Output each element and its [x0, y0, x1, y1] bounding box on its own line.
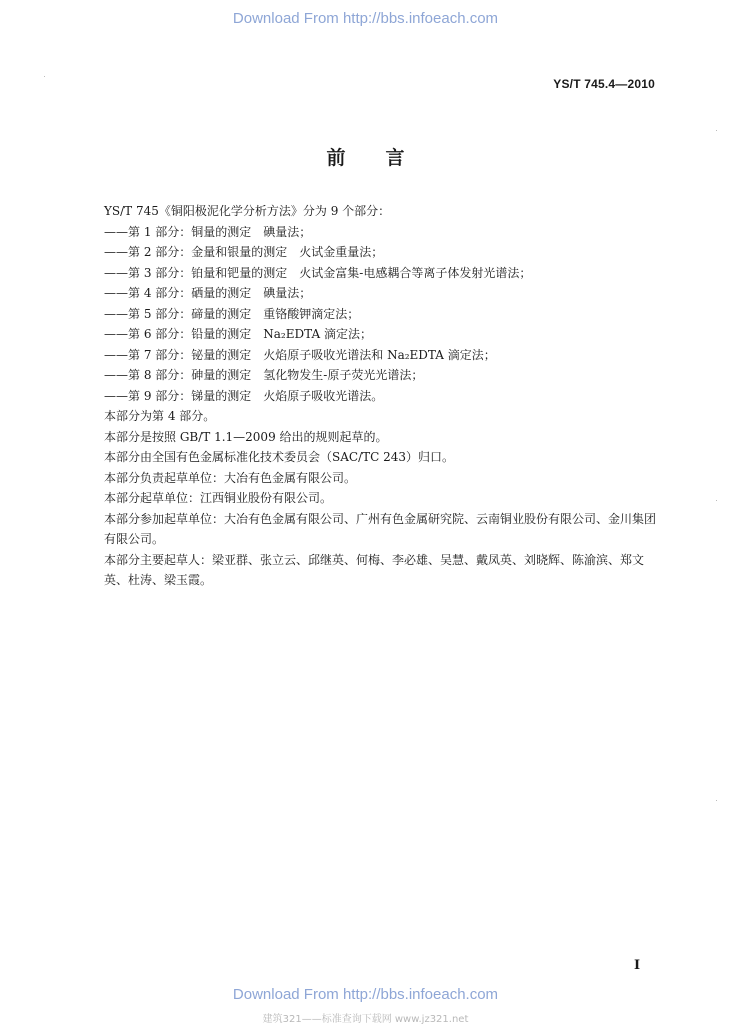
parts-list	[80, 222, 662, 407]
intro-line: YS/T 745《铜阳极泥化学分析方法》分为 9 个部分：	[104, 204, 391, 218]
part-item-5: ——第 5 部分：碲量的测定 重铬酸钾滴定法；	[104, 306, 360, 321]
part-item-1: ——第 1 部分：铜量的测定 碘量法；	[104, 224, 312, 239]
paragraph-part-number: 本部分为第 4 部分。	[104, 409, 216, 423]
scan-speck	[716, 130, 717, 131]
paragraph-main-drafters: 本部分主要起草人：梁亚群、张立云、邱继英、何梅、李必雄、吴慧、戴凤英、刘晓辉、陈渝滨、郑文英、杜涛、梁玉霞。	[104, 552, 645, 587]
page-title: 前言	[326, 147, 445, 169]
paragraph-responsible-unit: 本部分负责起草单位：大冶有色金属有限公司。	[104, 470, 357, 485]
paragraph-drafting-rules: 本部分是按照 GB/T 1.1—2009 给出的规则起草的。	[104, 429, 388, 444]
watermark-top: Download From http://bbs.infoeach.com	[232, 10, 499, 27]
document-body	[80, 201, 662, 591]
part-item-3: ——第 3 部分：铂量和钯量的测定 火试金富集-电感耦合等离子体发射光谱法；	[104, 265, 532, 280]
paragraph-drafting-unit: 本部分起草单位：江西铜业股份有限公司。	[104, 491, 333, 505]
scan-speck	[716, 500, 717, 501]
standard-number: YS/T 745.4—2010	[553, 77, 655, 91]
paragraph-participating-units: 本部分参加起草单位：大冶有色金属有限公司、广州有色金属研究院、云南铜业股份有限公司、金川集团有限公司。	[104, 511, 657, 546]
part-item-6: ——第 6 部分：铅量的测定 Na₂EDTA 滴定法；	[104, 327, 372, 341]
part-item-9: ——第 9 部分：锑量的测定 火焰原子吸收光谱法。	[104, 388, 384, 403]
page-number: I	[634, 958, 641, 973]
watermark-bottom: Download From http://bbs.infoeach.com	[232, 986, 499, 1003]
scan-speck	[716, 800, 717, 801]
paragraph-committee: 本部分由全国有色金属标准化技术委员会（SAC/TC 243）归口。	[104, 450, 455, 464]
scan-speck	[44, 76, 45, 77]
footer-note: 建筑321——标准查询下载网 www.jz321.net	[262, 1014, 469, 1025]
part-item-2: ——第 2 部分：金量和银量的测定 火试金重量法；	[104, 245, 384, 259]
part-item-7: ——第 7 部分：铋量的测定 火焰原子吸收光谱法和 Na₂EDTA 滴定法；	[104, 347, 496, 362]
part-item-4: ——第 4 部分：硒量的测定 碘量法；	[104, 286, 312, 300]
part-item-8: ——第 8 部分：砷量的测定 氢化物发生-原子荧光光谱法；	[104, 368, 424, 382]
